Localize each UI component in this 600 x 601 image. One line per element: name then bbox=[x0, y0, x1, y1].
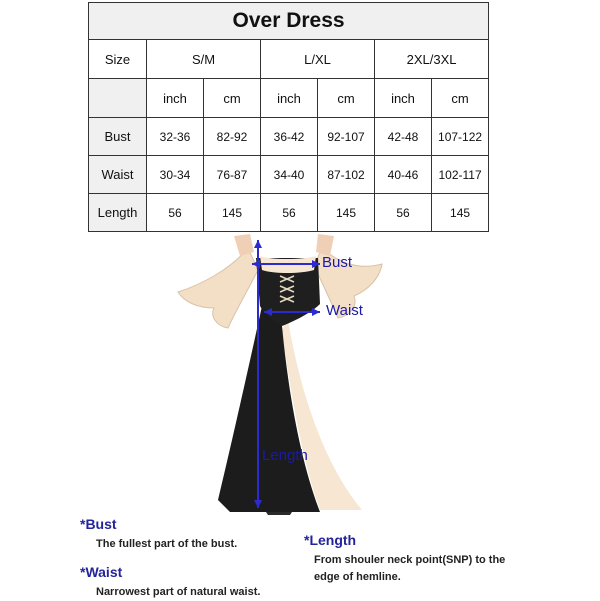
feet bbox=[266, 512, 292, 515]
table-cell: 56 bbox=[375, 194, 432, 232]
waist-note-title: *Waist bbox=[80, 564, 123, 580]
table-cell: 56 bbox=[261, 194, 318, 232]
table-cell: 145 bbox=[318, 194, 375, 232]
table-cell: 34-40 bbox=[261, 156, 318, 194]
table-cell: 102-117 bbox=[432, 156, 489, 194]
waist-arrow-right bbox=[312, 308, 320, 316]
table-cell: 56 bbox=[147, 194, 204, 232]
length-label: Length bbox=[262, 447, 308, 464]
length-note-title: *Length bbox=[304, 532, 357, 548]
table-row bbox=[89, 156, 489, 194]
bust-note-desc: The fullest part of the bust. bbox=[96, 538, 238, 550]
waist-note-desc: Narrowest part of natural waist. bbox=[96, 586, 261, 598]
unit-cell: cm bbox=[318, 79, 375, 118]
table-cell: 36-42 bbox=[261, 118, 318, 156]
unit-cell: cm bbox=[204, 79, 261, 118]
row-label: Waist bbox=[89, 156, 147, 194]
row-label: Bust bbox=[89, 118, 147, 156]
table-cell: 76-87 bbox=[204, 156, 261, 194]
table-row bbox=[89, 118, 489, 156]
table-cell: 92-107 bbox=[318, 118, 375, 156]
table-cell: 30-34 bbox=[147, 156, 204, 194]
table-title: Over Dress bbox=[89, 3, 489, 40]
bust-note-title: *Bust bbox=[80, 516, 117, 532]
unit-blank-cell bbox=[89, 79, 147, 118]
size-chart-table bbox=[88, 2, 489, 232]
unit-cell: inch bbox=[375, 79, 432, 118]
left-arm bbox=[234, 234, 254, 256]
size-2xl3xl-header: 2XL/3XL bbox=[375, 40, 489, 79]
waist-label: Waist bbox=[326, 302, 363, 319]
dress-illustration bbox=[170, 230, 410, 515]
dress-drawing bbox=[170, 230, 410, 515]
length-note-desc-line2: edge of hemline. bbox=[314, 571, 401, 583]
unit-cell: inch bbox=[147, 79, 204, 118]
table-cell: 145 bbox=[204, 194, 261, 232]
size-sm-header: S/M bbox=[147, 40, 261, 79]
size-lxl-header: L/XL bbox=[261, 40, 375, 79]
unit-cell: cm bbox=[432, 79, 489, 118]
length-arrow-top bbox=[254, 240, 262, 248]
length-note-desc-line1: From shouler neck point(SNP) to the bbox=[314, 554, 506, 566]
table-cell: 107-122 bbox=[432, 118, 489, 156]
table-cell: 32-36 bbox=[147, 118, 204, 156]
bust-label: Bust bbox=[322, 254, 353, 271]
table-cell: 87-102 bbox=[318, 156, 375, 194]
left-sleeve bbox=[178, 248, 258, 328]
table-cell: 42-48 bbox=[375, 118, 432, 156]
table-cell: 40-46 bbox=[375, 156, 432, 194]
row-label: Length bbox=[89, 194, 147, 232]
size-header: Size bbox=[89, 40, 147, 79]
right-arm bbox=[316, 234, 334, 256]
unit-cell: inch bbox=[261, 79, 318, 118]
table-cell: 82-92 bbox=[204, 118, 261, 156]
table-cell: 145 bbox=[432, 194, 489, 232]
table-row bbox=[89, 194, 489, 232]
